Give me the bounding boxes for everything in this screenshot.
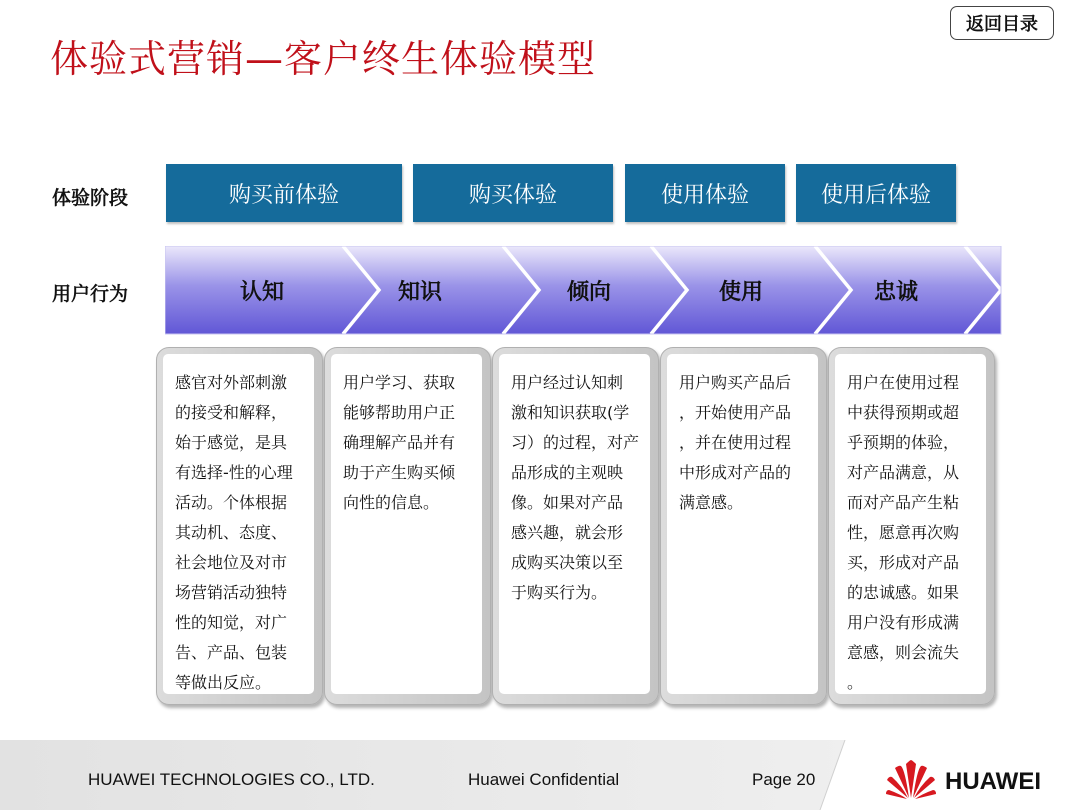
- behavior-awareness: 认知: [239, 280, 284, 305]
- stage-box-post-usage: 使用后体验: [796, 164, 956, 222]
- card-line: 等做出反应。: [175, 673, 272, 692]
- card-line: 场营销活动独特: [175, 583, 288, 602]
- card-line: 像。如果对产品: [511, 493, 624, 512]
- card-line: 活动。个体根据: [175, 493, 288, 512]
- card-line: 中获得预期或超: [847, 403, 960, 422]
- card-line: 确理解产品并有: [343, 433, 456, 452]
- behavior-row-label: 用户行为: [52, 283, 129, 305]
- description-card-knowledge: [324, 347, 491, 705]
- card-line: 满意感。: [679, 493, 744, 512]
- card-line: 其动机、态度、: [175, 523, 288, 542]
- card-line: 意感，则会流失: [847, 643, 960, 662]
- card-line: 性的知觉，对广: [175, 613, 288, 632]
- footer-confidential: Huawei Confidential: [468, 770, 620, 789]
- card-line: 有选择-性的心理: [175, 463, 293, 482]
- card-line: 于购买行为。: [511, 583, 608, 602]
- behavior-usage: 使用: [718, 280, 763, 305]
- card-text: [667, 354, 818, 694]
- behavior-knowledge: 知识: [397, 280, 442, 305]
- card-line: 用户经过认知刺: [511, 373, 624, 392]
- card-text: [163, 354, 314, 694]
- card-line: 品形成的主观映: [511, 463, 624, 482]
- description-card-tendency: [492, 347, 659, 705]
- stage-box-pre-purchase: 购买前体验: [166, 164, 402, 222]
- card-line: 而对产品产生粘: [847, 493, 960, 512]
- description-card-loyalty: [828, 347, 995, 705]
- behavior-tendency: 倾向: [566, 280, 611, 305]
- page-title: 体验式营销—客户终生体验模型: [50, 37, 597, 81]
- footer-page-number: Page 20: [752, 770, 816, 789]
- card-line: 告、产品、包装: [175, 643, 288, 662]
- card-line: 性，愿意再次购: [847, 523, 960, 542]
- stage-box-purchase: 购买体验: [413, 164, 613, 222]
- card-line: 买，形成对产品: [847, 553, 960, 572]
- card-line: ，开始使用产品: [679, 403, 792, 422]
- huawei-logo-icon: [884, 758, 938, 800]
- card-line: 始于感觉，是具: [175, 433, 288, 452]
- card-line: 。: [847, 673, 864, 692]
- card-line: 感官对外部刺激: [175, 373, 288, 392]
- huawei-logo-text: HUAWEI: [945, 768, 1041, 795]
- card-line: 向性的信息。: [343, 493, 440, 512]
- card-line: 用户没有形成满: [847, 613, 960, 632]
- stage-row-label: 体验阶段: [52, 187, 129, 209]
- card-line: 社会地位及对市: [175, 553, 288, 572]
- card-line: 习）的过程，对产: [511, 433, 640, 452]
- card-line: 感兴趣，就会形: [511, 523, 624, 542]
- card-line: 助于产生购买倾: [343, 463, 456, 482]
- card-line: 中形成对产品的: [679, 463, 792, 482]
- card-line: 用户学习、获取: [343, 373, 456, 392]
- footer-company: HUAWEI TECHNOLOGIES CO., LTD.: [88, 770, 375, 789]
- card-text: [499, 354, 650, 694]
- description-card-usage: [660, 347, 827, 705]
- card-line: 用户在使用过程: [847, 373, 960, 392]
- card-line: 对产品满意，从: [847, 463, 960, 482]
- card-line: 的忠诚感。如果: [847, 583, 960, 602]
- card-text: [835, 354, 986, 694]
- description-card-awareness: [156, 347, 323, 705]
- back-to-contents-button[interactable]: 返回目录: [950, 6, 1054, 40]
- card-line: ，并在使用过程: [679, 433, 792, 452]
- card-line: 能够帮助用户正: [343, 403, 456, 422]
- card-line: 乎预期的体验，: [847, 433, 960, 452]
- card-line: 激和知识获取(学: [511, 403, 630, 422]
- card-line: 用户购买产品后: [679, 373, 792, 392]
- behavior-loyalty: 忠诚: [873, 280, 918, 305]
- stage-box-usage: 使用体验: [625, 164, 785, 222]
- card-line: 的接受和解释，: [175, 403, 288, 422]
- card-text: [331, 354, 482, 694]
- card-line: 成购买决策以至: [511, 553, 624, 572]
